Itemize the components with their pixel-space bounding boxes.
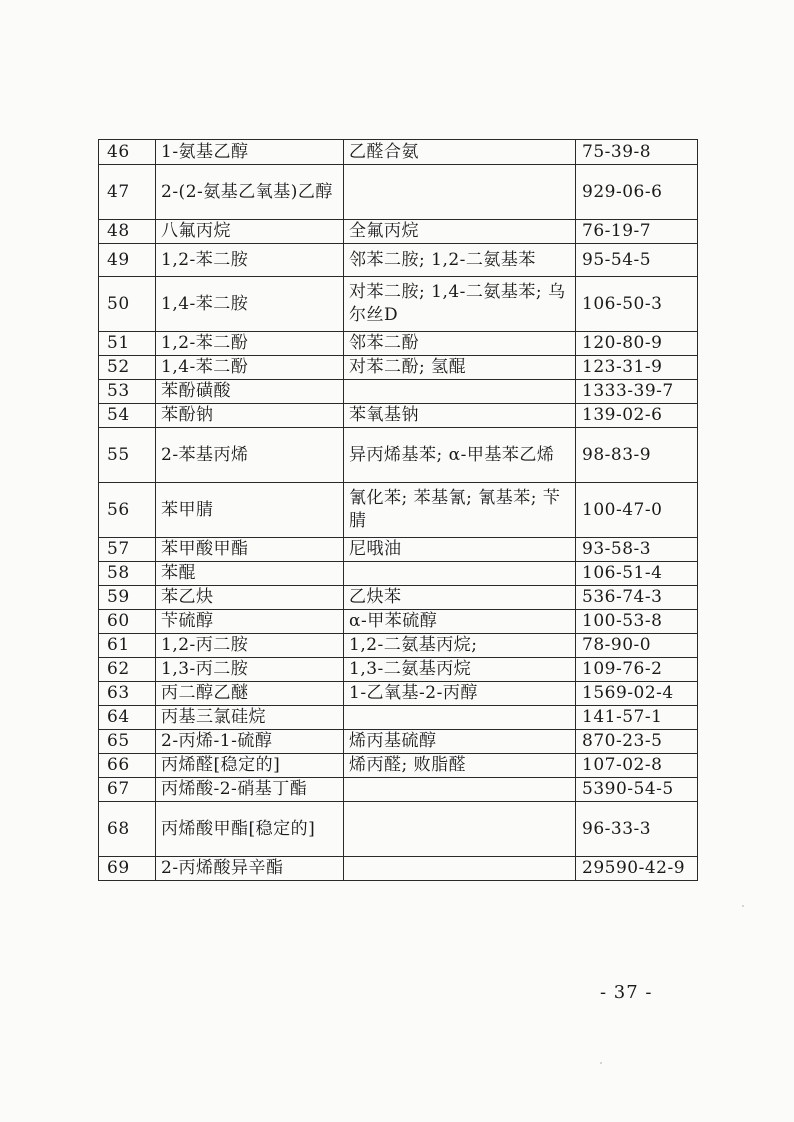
cas-number: 123-31-9 xyxy=(576,356,698,380)
chemical-name: 丙二醇乙醚 xyxy=(156,682,344,706)
row-number: 54 xyxy=(99,404,156,428)
table-row xyxy=(99,778,698,802)
chemical-alias: 乙炔苯 xyxy=(344,586,576,610)
cas-number: 29590-42-9 xyxy=(576,857,698,881)
row-number: 57 xyxy=(99,538,156,562)
cas-number: 95-54-5 xyxy=(576,244,698,277)
chemical-alias xyxy=(344,802,576,857)
table-row xyxy=(99,562,698,586)
chemical-alias: 全氟丙烷 xyxy=(344,220,576,244)
cas-number: 107-02-8 xyxy=(576,754,698,778)
chemical-alias xyxy=(344,778,576,802)
row-number: 49 xyxy=(99,244,156,277)
scan-speck xyxy=(600,1062,602,1064)
cas-number: 100-53-8 xyxy=(576,610,698,634)
row-number: 62 xyxy=(99,658,156,682)
table-row xyxy=(99,165,698,220)
row-number: 61 xyxy=(99,634,156,658)
cas-number: 870-23-5 xyxy=(576,730,698,754)
row-number: 53 xyxy=(99,380,156,404)
chemical-name: 丙烯醛[稳定的] xyxy=(156,754,344,778)
table-row xyxy=(99,586,698,610)
chemical-name: 2-苯基丙烯 xyxy=(156,428,344,483)
chemical-alias: α-甲苯硫醇 xyxy=(344,610,576,634)
chemical-name: 丙基三氯硅烷 xyxy=(156,706,344,730)
chemical-name: 1,2-苯二胺 xyxy=(156,244,344,277)
table-row xyxy=(99,634,698,658)
chemical-alias xyxy=(344,706,576,730)
page-number: - 37 - xyxy=(600,982,653,1003)
chemical-alias: 1,2-二氨基丙烷; xyxy=(344,634,576,658)
row-number: 55 xyxy=(99,428,156,483)
cas-number: 100-47-0 xyxy=(576,483,698,538)
chemical-alias: 氰化苯; 苯基氰; 氰基苯; 苄腈 xyxy=(344,483,576,538)
row-number: 52 xyxy=(99,356,156,380)
cas-number: 120-80-9 xyxy=(576,332,698,356)
chemical-alias: 1-乙氧基-2-丙醇 xyxy=(344,682,576,706)
chemical-name: 2-丙烯-1-硫醇 xyxy=(156,730,344,754)
chemical-alias: 尼哦油 xyxy=(344,538,576,562)
chemical-name: 2-丙烯酸异辛酯 xyxy=(156,857,344,881)
table-row xyxy=(99,404,698,428)
chemical-alias: 对苯二酚; 氢醌 xyxy=(344,356,576,380)
chemical-alias: 1,3-二氨基丙烷 xyxy=(344,658,576,682)
table-row xyxy=(99,658,698,682)
chemical-alias xyxy=(344,380,576,404)
chemical-name: 苯醌 xyxy=(156,562,344,586)
chemical-alias: 苯氧基钠 xyxy=(344,404,576,428)
table-row xyxy=(99,706,698,730)
table-row xyxy=(99,754,698,778)
cas-number: 1569-02-4 xyxy=(576,682,698,706)
row-number: 59 xyxy=(99,586,156,610)
chemical-name: 八氟丙烷 xyxy=(156,220,344,244)
chemical-name: 苯甲腈 xyxy=(156,483,344,538)
cas-number: 96-33-3 xyxy=(576,802,698,857)
chemical-name: 2-(2-氨基乙氧基)乙醇 xyxy=(156,165,344,220)
cas-number: 75-39-8 xyxy=(576,140,698,165)
chemical-name: 1-氨基乙醇 xyxy=(156,140,344,165)
table-row xyxy=(99,483,698,538)
cas-number: 78-90-0 xyxy=(576,634,698,658)
chemical-name: 1,4-苯二酚 xyxy=(156,356,344,380)
table-row xyxy=(99,140,698,165)
cas-number: 106-51-4 xyxy=(576,562,698,586)
chemical-name: 苯甲酸甲酯 xyxy=(156,538,344,562)
table-row xyxy=(99,682,698,706)
cas-number: 106-50-3 xyxy=(576,277,698,332)
cas-number: 93-58-3 xyxy=(576,538,698,562)
row-number: 58 xyxy=(99,562,156,586)
cas-number: 1333-39-7 xyxy=(576,380,698,404)
row-number: 69 xyxy=(99,857,156,881)
table-row xyxy=(99,802,698,857)
table-row xyxy=(99,277,698,332)
chemical-alias: 烯丙醛; 败脂醛 xyxy=(344,754,576,778)
row-number: 65 xyxy=(99,730,156,754)
row-number: 67 xyxy=(99,778,156,802)
chemical-alias: 烯丙基硫醇 xyxy=(344,730,576,754)
row-number: 64 xyxy=(99,706,156,730)
row-number: 46 xyxy=(99,140,156,165)
chemical-name: 苯酚钠 xyxy=(156,404,344,428)
chemical-name: 1,2-苯二酚 xyxy=(156,332,344,356)
cas-number: 98-83-9 xyxy=(576,428,698,483)
chemical-name: 1,2-丙二胺 xyxy=(156,634,344,658)
row-number: 51 xyxy=(99,332,156,356)
chemical-table xyxy=(98,139,698,881)
cas-number: 536-74-3 xyxy=(576,586,698,610)
chemical-name: 1,4-苯二胺 xyxy=(156,277,344,332)
chemical-alias xyxy=(344,165,576,220)
table-row xyxy=(99,356,698,380)
chemical-name: 苄硫醇 xyxy=(156,610,344,634)
chemical-alias: 异丙烯基苯; α-甲基苯乙烯 xyxy=(344,428,576,483)
chemical-name: 苯乙炔 xyxy=(156,586,344,610)
cas-number: 76-19-7 xyxy=(576,220,698,244)
chemical-name: 丙烯酸甲酯[稳定的] xyxy=(156,802,344,857)
chemical-table-body xyxy=(99,140,698,881)
cas-number: 141-57-1 xyxy=(576,706,698,730)
table-row xyxy=(99,428,698,483)
cas-number: 5390-54-5 xyxy=(576,778,698,802)
cas-number: 139-02-6 xyxy=(576,404,698,428)
cas-number: 109-76-2 xyxy=(576,658,698,682)
row-number: 47 xyxy=(99,165,156,220)
row-number: 56 xyxy=(99,483,156,538)
table-row xyxy=(99,538,698,562)
chemical-alias: 邻苯二胺; 1,2-二氨基苯 xyxy=(344,244,576,277)
table-row xyxy=(99,332,698,356)
row-number: 48 xyxy=(99,220,156,244)
table-row xyxy=(99,730,698,754)
table-row xyxy=(99,244,698,277)
cas-number: 929-06-6 xyxy=(576,165,698,220)
scan-speck xyxy=(742,905,744,907)
chemical-alias xyxy=(344,857,576,881)
chemical-name: 丙烯酸-2-硝基丁酯 xyxy=(156,778,344,802)
table-row xyxy=(99,857,698,881)
chemical-name: 苯酚磺酸 xyxy=(156,380,344,404)
table-row xyxy=(99,610,698,634)
chemical-alias xyxy=(344,562,576,586)
chemical-alias: 对苯二胺; 1,4-二氨基苯; 乌尔丝D xyxy=(344,277,576,332)
row-number: 60 xyxy=(99,610,156,634)
row-number: 50 xyxy=(99,277,156,332)
chemical-name: 1,3-丙二胺 xyxy=(156,658,344,682)
chemical-alias: 邻苯二酚 xyxy=(344,332,576,356)
table-row xyxy=(99,380,698,404)
table-row xyxy=(99,220,698,244)
row-number: 68 xyxy=(99,802,156,857)
row-number: 63 xyxy=(99,682,156,706)
chemical-alias: 乙醛合氨 xyxy=(344,140,576,165)
row-number: 66 xyxy=(99,754,156,778)
